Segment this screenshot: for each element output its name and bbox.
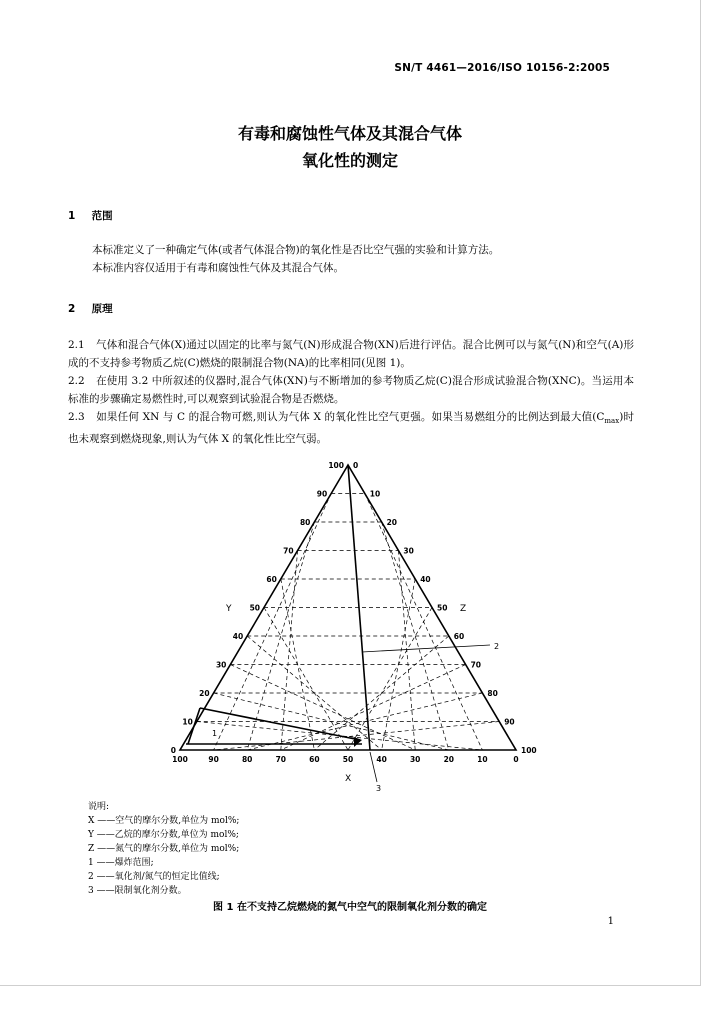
title-line-1: 有毒和腐蚀性气体及其混合气体: [237, 124, 462, 143]
grid-line-ascending: [281, 665, 466, 751]
clause-2-2-number: 2.2: [68, 375, 85, 387]
legend-item-x: X ——空气的摩尔分数,单位为 mol%;: [88, 816, 240, 826]
bottom-tick-label: 10: [477, 755, 488, 764]
legend-item-2: 2 ——氧化剂/氮气的恒定比值线;: [88, 872, 220, 882]
clause-2-3-number: 2.3: [68, 411, 85, 423]
section-1-title: 范围: [91, 210, 113, 222]
legend-item-1: 1 ——爆炸范围;: [88, 858, 154, 868]
title-line-2: 氧化性的测定: [301, 151, 398, 170]
callout-3-label: 3: [376, 784, 382, 793]
section-2-title: 原理: [91, 303, 113, 315]
left-tick-label: 0: [170, 746, 176, 755]
bottom-tick-label: 40: [376, 755, 387, 764]
left-tick-label: 30: [215, 660, 227, 670]
section-1-paragraph-1: 本标准定义了一种确定气体(或者气体混合物)的氧化性是否比空气强的实验和计算方法。: [92, 244, 500, 256]
explosion-range-arrow: [354, 737, 362, 747]
diagram-grid: [197, 494, 499, 751]
clause-2-3-subscript: max: [604, 417, 620, 426]
bottom-tick-label: 20: [443, 755, 455, 764]
right-tick-label: 40: [420, 575, 431, 584]
clause-2-2-text: 在使用 3.2 中所叙述的仪器时,混合气体(XN)与不断增加的参考物质乙烷(C)混合形成试验混合物(XNC)。当运用本标准的步骤确定易燃性时,可以观察到试验混合物是否燃烧。: [68, 375, 634, 405]
left-tick-label: 100: [328, 461, 344, 470]
grid-line-ascending: [214, 722, 500, 751]
standard-code: SN/T 4461—2016/ISO 10156-2:2005: [394, 62, 610, 74]
bottom-tick-label: 30: [409, 755, 421, 764]
explosion-range-line-upper: [200, 708, 360, 740]
right-tick-label: 10: [369, 489, 381, 499]
clause-2-1-text: 气体和混合气体(X)通过以固定的比率与氮气(N)形成混合物(XN)后进行评估。混合比例可以与氮气(N)和空气(A)形成的不支持参考物质乙烷(C)燃烧的限制混合物(NA)的比率相同(见图 1)。: [68, 339, 634, 369]
left-tick-label: 50: [249, 603, 260, 613]
right-tick-label: 70: [470, 660, 482, 670]
right-tick-label: 60: [453, 632, 465, 641]
right-tick-label: 90: [504, 717, 515, 727]
bottom-tick-label: 50: [342, 755, 354, 764]
legend-item-y: Y ——乙烷的摩尔分数,单位为 mol%;: [88, 830, 239, 840]
legend-item-3: 3 ——限制氧化剂分数。: [88, 886, 187, 896]
left-tick-label: 10: [182, 717, 193, 727]
clause-2-3-text-b: )时也未观察到燃烧现象,则认为气体 X 的氧化性比空气弱。: [68, 411, 634, 446]
legend-item-z: Z ——氮气的摩尔分数,单位为 mol%;: [88, 844, 240, 854]
legend-title: 说明:: [88, 802, 110, 812]
bottom-tick-label: 100: [172, 755, 188, 764]
section-2-number: 2: [68, 303, 76, 315]
right-tick-label: 30: [403, 546, 414, 556]
callout-1-label: 1: [212, 729, 218, 738]
axis-y-label: Y: [226, 604, 232, 614]
callout-2-label: 2: [494, 642, 500, 651]
right-tick-label: 0: [353, 461, 359, 470]
left-tick-label: 20: [199, 689, 210, 698]
callout-2-leader: [362, 645, 490, 652]
axis-z-label: Z: [460, 604, 467, 614]
right-tick-label: 20: [386, 518, 398, 527]
left-tick-label: 90: [316, 489, 328, 499]
bottom-tick-label: 0: [513, 755, 519, 764]
legend: [88, 800, 239, 898]
left-tick-label: 80: [299, 518, 311, 527]
clause-2-1-number: 2.1: [68, 339, 85, 351]
page-number: 1: [607, 916, 614, 927]
figure-caption: 图 1 在不支持乙烷燃烧的氮气中空气的限制氧化剂分数的确定: [213, 902, 487, 913]
left-tick-label: 60: [266, 575, 277, 584]
bottom-tick-label: 80: [241, 755, 253, 764]
grid-line-descending: [230, 665, 415, 751]
bottom-tick-label: 60: [309, 755, 320, 764]
left-tick-label: 70: [283, 546, 294, 556]
bottom-tick-label: 70: [275, 755, 287, 764]
right-tick-label: 50: [437, 603, 448, 613]
left-tick-label: 40: [232, 632, 244, 641]
right-tick-label: 100: [521, 746, 537, 755]
bottom-tick-label: 90: [208, 755, 219, 764]
clause-2-3-text-a: 如果任何 XN 与 C 的混合物可燃,则认为气体 X 的氧化性比空气更强。如果当易燃组分的比例达到最大值(C: [96, 411, 605, 423]
section-1-paragraph-2: 本标准内容仅适用于有毒和腐蚀性气体及其混合气体。: [92, 262, 344, 274]
section-1-number: 1: [68, 210, 76, 222]
axis-x-label: X: [345, 774, 352, 784]
right-tick-label: 80: [487, 689, 498, 698]
